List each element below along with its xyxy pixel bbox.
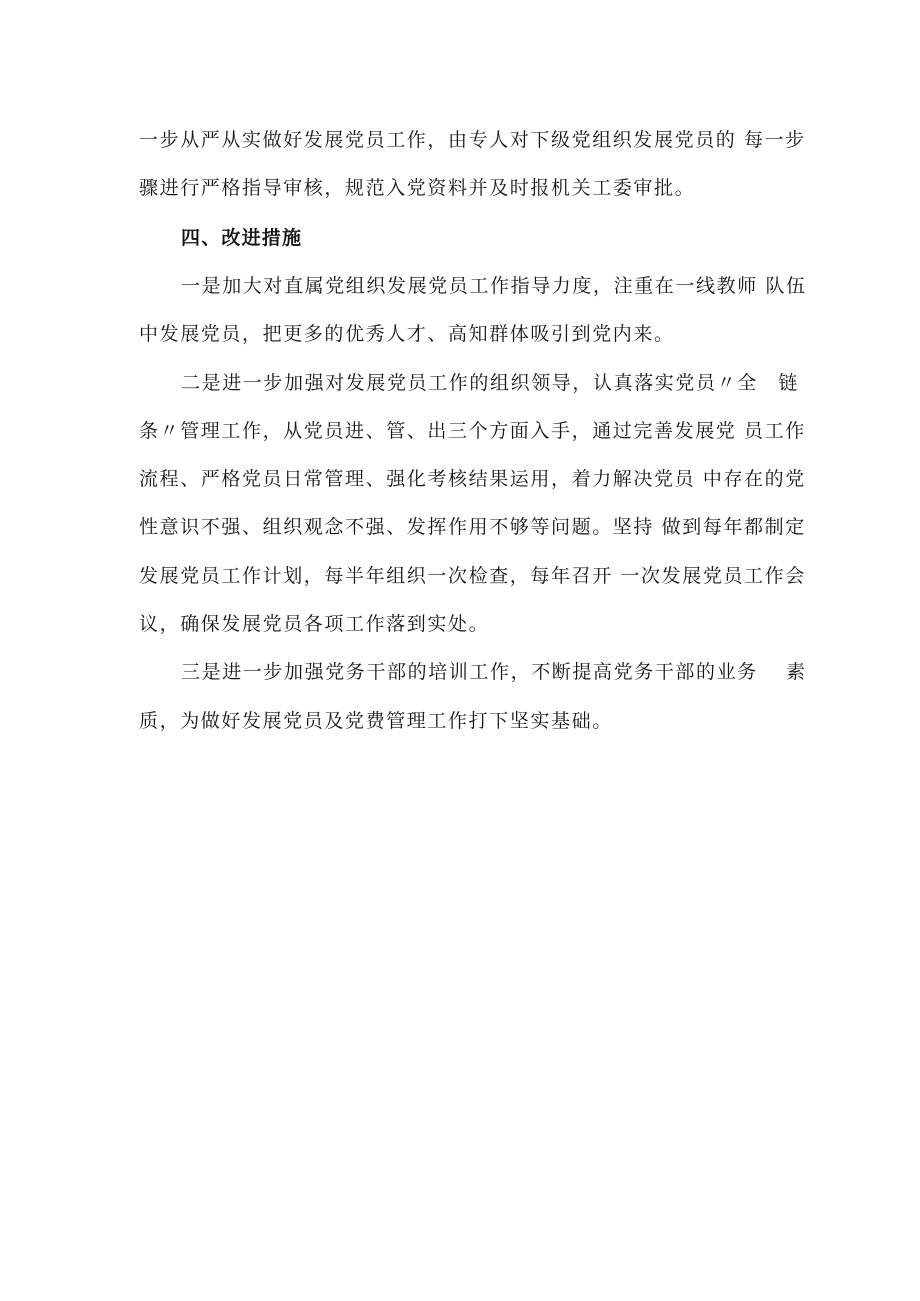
paragraph-3-line-3: 流程、严格党员日常管理、强化考核结果运用，着力解决党员 中存在的党 <box>139 468 806 490</box>
paragraph-3-line-6: 议，确保发展党员各项工作落到实处。 <box>139 613 490 635</box>
paragraph-2-line-1: 一是加大对直属党组织发展党员工作指导力度，注重在一线教师 队伍 <box>181 275 807 297</box>
paragraph-1-line-2: 骤进行严格指导审核，规范入党资料并及时报机关工委审批。 <box>139 177 696 199</box>
paragraph-4-line-2: 质，为做好发展党员及党费管理工作打下坚实基础。 <box>139 710 613 732</box>
paragraph-1-line-1: 一步从严从实做好发展党员工作，由专人对下级党组织发展党员的 每一步 <box>139 129 806 151</box>
paragraph-4-line-1: 三是进一步加强党务干部的培训工作，不断提高党务干部的业务 素 <box>181 661 807 683</box>
paragraph-3-line-4: 性意识不强、组织观念不强、发挥作用不够等问题。坚持 做到每年都制定 <box>139 516 806 538</box>
paragraph-3-line-1: 二是进一步加强对发展党员工作的组织领导，认真落实党员〃全 链 <box>181 372 800 394</box>
paragraph-3-line-2: 条〃管理工作，从党员进、管、出三个方面入手，通过完善发展党 员工作 <box>139 420 806 442</box>
paragraph-2-line-2: 中发展党员，把更多的优秀人才、高知群体吸引到党内来。 <box>139 323 675 345</box>
paragraph-3-line-5: 发展党员工作计划，每半年组织一次检查，每年召开 一次发展党员工作会 <box>139 565 806 587</box>
section-heading-improvement-measures: 四、改进措施 <box>181 227 303 249</box>
